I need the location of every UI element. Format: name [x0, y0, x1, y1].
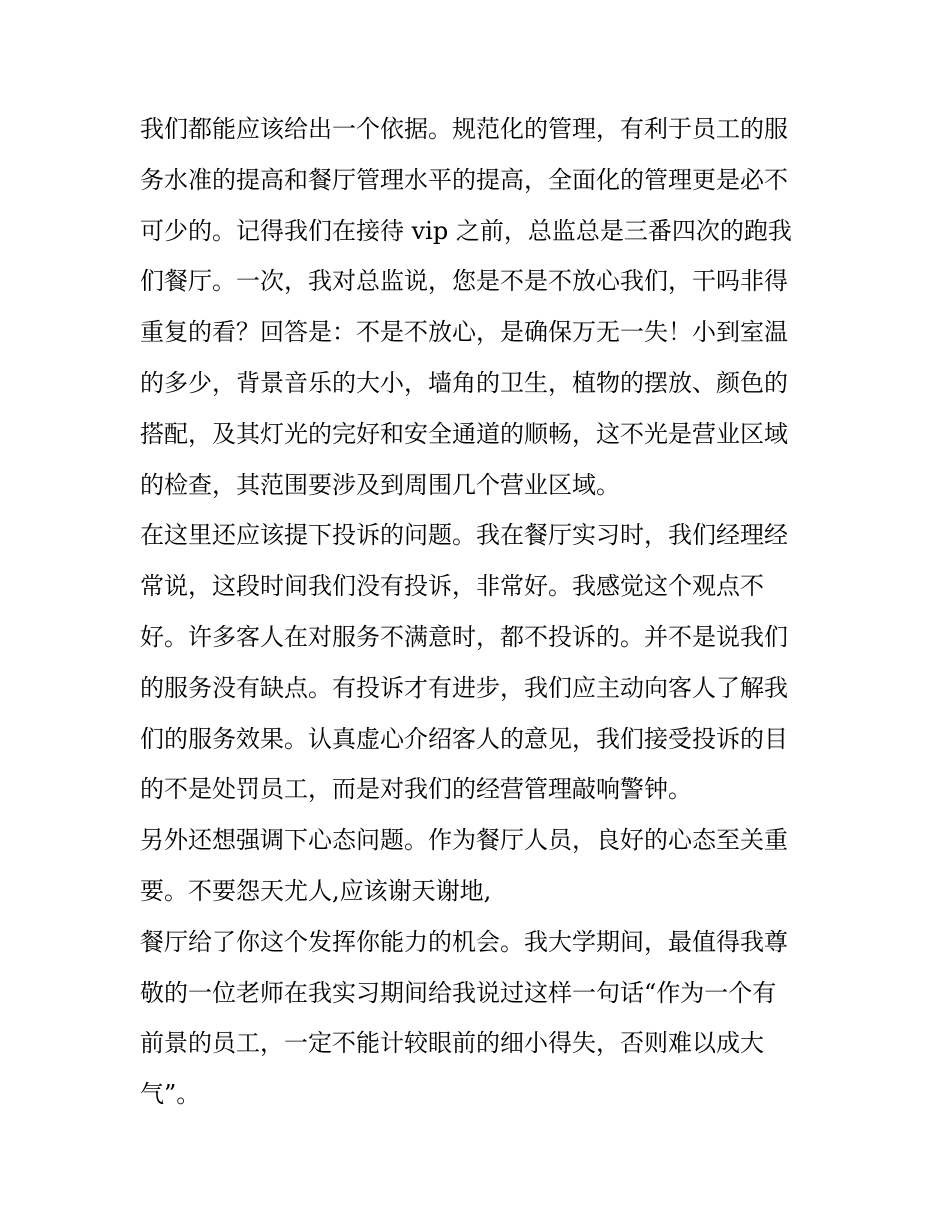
text-line: 在这里还应该提下投诉的问题。我在餐厅实习时，我们经理经	[140, 521, 788, 550]
text-line: 另外还想强调下心态问题。作为餐厅人员，良好的心态至关重	[140, 826, 788, 855]
paragraph-standardized-management	[140, 104, 820, 510]
text-line: 前景的员工，一定不能计较眼前的细小得失，否则难以成大	[140, 1029, 764, 1058]
text-line: 重复的看？回答是：不是不放心，是确保万无一失！小到室温	[140, 318, 788, 347]
text-line: 们的服务效果。认真虚心介绍客人的意见，我们接受投诉的目	[140, 724, 788, 753]
text-line: 我们都能应该给出一个依据。规范化的管理，有利于员工的服	[140, 115, 788, 143]
document-page	[140, 104, 820, 1120]
text-line: 敬的一位老师在我实习期间给我说过这样一句话“作为一个有	[140, 978, 777, 1007]
text-line: 务水准的提高和餐厅管理水平的提高，全面化的管理更是必不	[140, 165, 788, 194]
paragraph-opportunity	[140, 917, 820, 1120]
text-line: 的不是处罚员工，而是对我们的经营管理敲响警钟。	[140, 775, 692, 804]
paragraph-attitude	[140, 815, 820, 917]
text-line: 要。不要怨天尤人,应该谢天谢地,	[140, 876, 492, 905]
text-line: 好。许多客人在对服务不满意时，都不投诉的。并不是说我们	[140, 622, 788, 651]
text-line: 气”。	[140, 1080, 201, 1109]
paragraph-complaints	[140, 510, 820, 815]
text-line: 可少的。记得我们在接待 vip 之前，总监总是三番四次的跑我	[140, 216, 792, 245]
text-line: 的检查，其范围要涉及到周围几个营业区域。	[140, 470, 620, 499]
text-line: 的服务没有缺点。有投诉才有进步，我们应主动向客人了解我	[140, 673, 788, 702]
text-line: 搭配，及其灯光的完好和安全通道的顺畅，这不光是营业区域	[140, 419, 788, 448]
text-line: 餐厅给了你这个发挥你能力的机会。我大学期间，最值得我尊	[140, 927, 788, 956]
text-line: 常说，这段时间我们没有投诉，非常好。我感觉这个观点不	[140, 572, 764, 601]
text-line: 们餐厅。一次，我对总监说，您是不是不放心我们，干吗非得	[140, 267, 788, 296]
text-line: 的多少，背景音乐的大小，墙角的卫生，植物的摆放、颜色的	[140, 368, 788, 397]
